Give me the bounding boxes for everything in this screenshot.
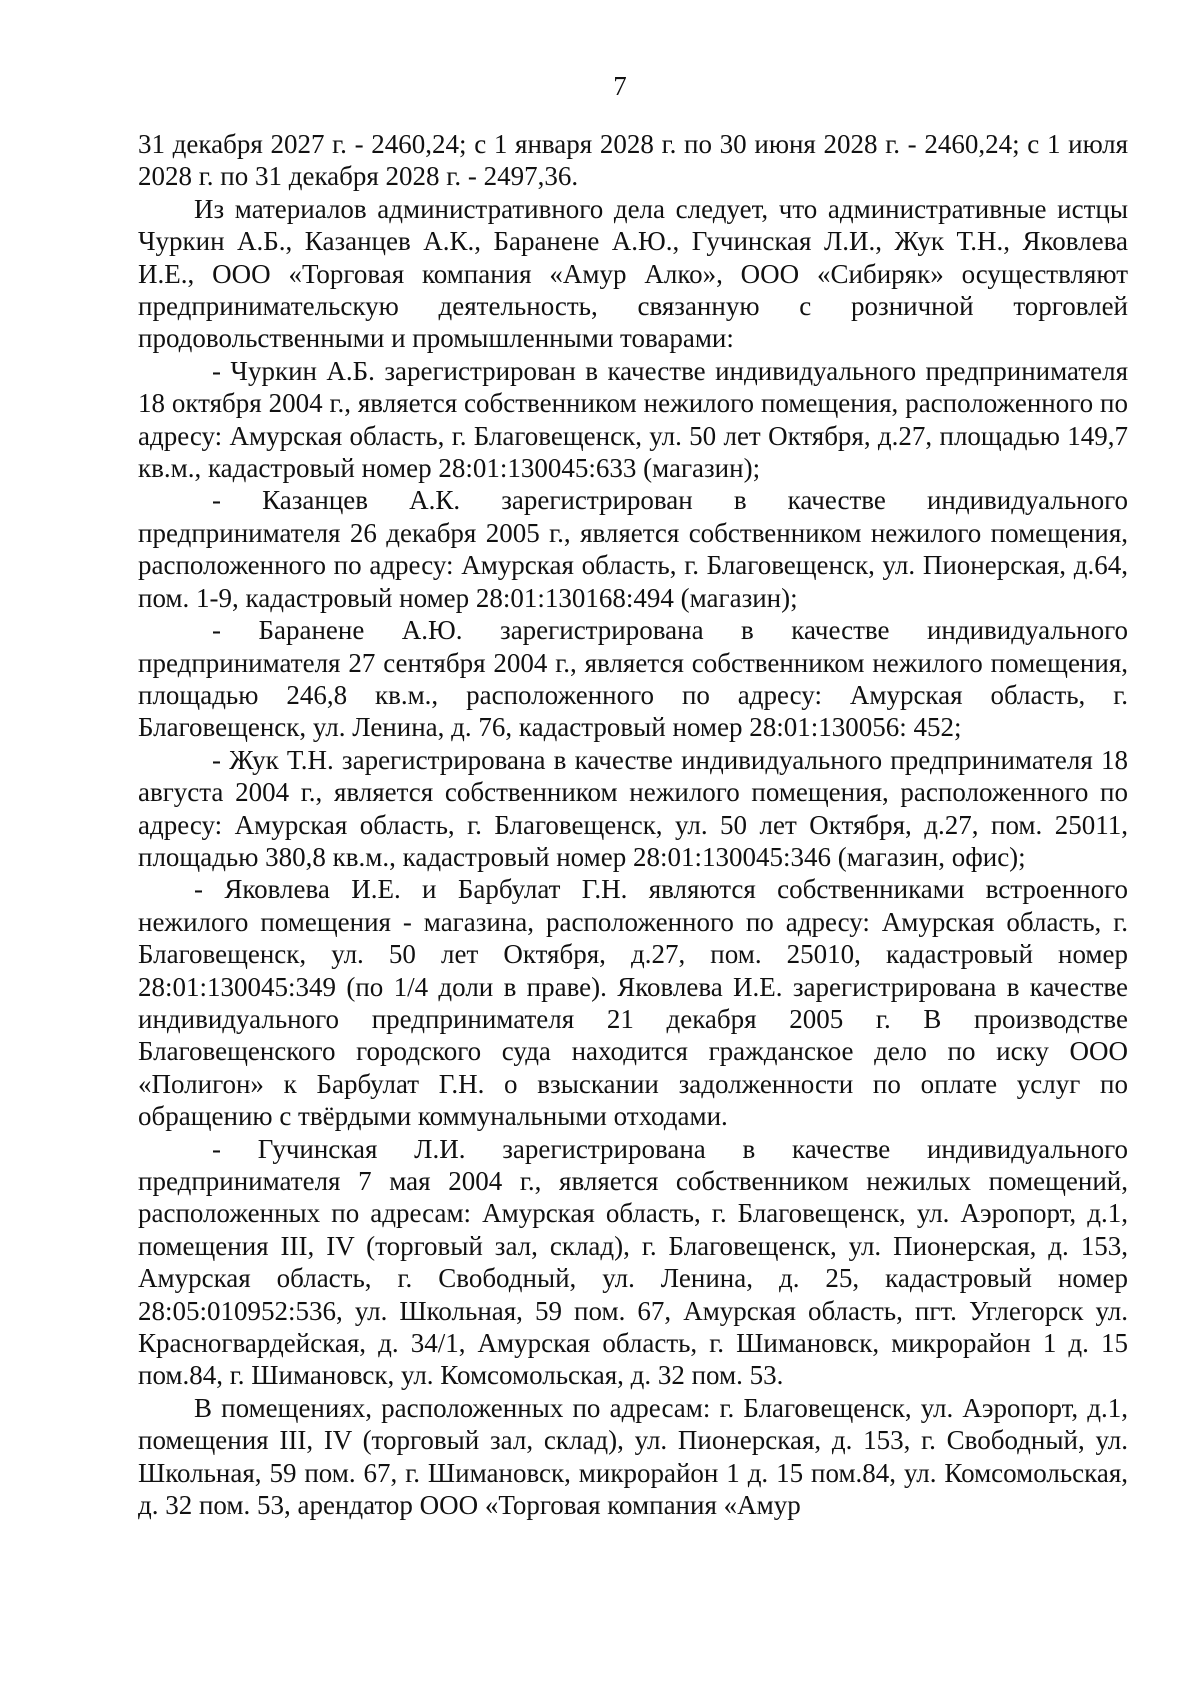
paragraph-plaintiffs-intro: Из материалов административного дела следует, что административные истцы Чуркин А.Б., Казанцев А.К., Баранене А.Ю., Гучинская Л.И., Жук Т.Н., Яковлева И.Е., ООО «Торговая компания «Амур Алко», ООО «Сибиряк» осуществляют предпринимательскую деятельность, связанную с розничной торговлей продовольственными и промышленными товарами: bbox=[138, 193, 1128, 354]
paragraph-baranene: - Баранене А.Ю. зарегистрирована в качестве индивидуального предпринимателя 27 сентября 2004 г., является собственником нежилого помещения, площадью 246,8 кв.м., расположенного по адресу: Амурская область, г. Благовещенск, ул. Ленина, д. 76, кадастровый номер 28:01:130056: 452; bbox=[138, 615, 1128, 743]
document-body bbox=[138, 128, 1128, 1521]
paragraph-premises-lease: В помещениях, расположенных по адресам: г. Благовещенск, ул. Аэропорт, д.1, помещения III, IV (торговый зал, склад), ул. Пионерская, д. 153, г. Свободный, ул. Школьная, 59 пом. 67, г. Шимановск, микрорайон 1 д. 15 пом.84, ул. Комсомольская, д. 32 пом. 53, арендатор ООО «Торговая компания «Амур bbox=[138, 1392, 1128, 1521]
paragraph-yakovleva: - Яковлева И.Е. и Барбулат Г.Н. являются собственниками встроенного нежилого помещения - магазина, расположенного по адресу: Амурская область, г. Благовещенск, ул. 50 лет Октября, д.27, пом. 25010, кадастровый номер 28:01:130045:349 (по 1/4 доли в праве). Яковлева И.Е. зарегистрирована в качестве индивидуального предпринимателя 21 декабря 2005 г. В производстве Благовещенского городского суда находится гражданское дело по иску ООО «Полигон» к Барбулат Г.Н. о взыскании задолженности по оплате услуг по обращению с твёрдыми коммунальными отходами. bbox=[138, 874, 1128, 1132]
paragraph-zhuk: - Жук Т.Н. зарегистрирована в качестве индивидуального предпринимателя 18 августа 2004 г., является собственником нежилого помещения, расположенного по адресу: Амурская область, г. Благовещенск, ул. 50 лет Октября, д.27, пом. 25011, площадью 380,8 кв.м., кадастровый номер 28:01:130045:346 (магазин, офис); bbox=[138, 744, 1128, 872]
paragraph-tariff-continuation: 31 декабря 2027 г. - 2460,24; с 1 января 2028 г. по 30 июня 2028 г. - 2460,24; с 1 июля 2028 г. по 31 декабря 2028 г. - 2497,36. bbox=[138, 129, 1128, 192]
paragraph-guchinskaya: - Гучинская Л.И. зарегистрирована в качестве индивидуального предпринимателя 7 мая 2004 г., является собственником нежилых помещений, расположенных по адресам: Амурская область, г. Благовещенск, ул. Аэропорт, д.1, помещения III, IV (торговый зал, склад), г. Благовещенск, ул. Пионерская, д. 153, Амурская область, г. Свободный, ул. Ленина, д. 25, кадастровый номер 28:05:010952:536, ул. Школьная, 59 пом. 67, Амурская область, пгт. Углегорск ул. Красногвардейская, д. 34/1, Амурская область, г. Шимановск, микрорайон 1 д. 15 пом.84, г. Шимановск, ул. Комсомольская, д. 32 пом. 53. bbox=[138, 1133, 1128, 1391]
page-number: 7 bbox=[613, 71, 627, 101]
paragraph-churkin: - Чуркин А.Б. зарегистрирован в качестве индивидуального предпринимателя 18 октября 2004 г., является собственником нежилого помещения, расположенного по адресу: Амурская область, г. Благовещенск, ул. 50 лет Октября, д.27, площадью 149,7 кв.м., кадастровый номер 28:01:130045:633 (магазин); bbox=[138, 355, 1128, 484]
paragraph-kazantsev: - Казанцев А.К. зарегистрирован в качестве индивидуального предпринимателя 26 декабря 2005 г., является собственником нежилого помещения, расположенного по адресу: Амурская область, г. Благовещенск, ул. Пионерская, д.64, пом. 1-9, кадастровый номер 28:01:130168:494 (магазин); bbox=[138, 485, 1128, 613]
